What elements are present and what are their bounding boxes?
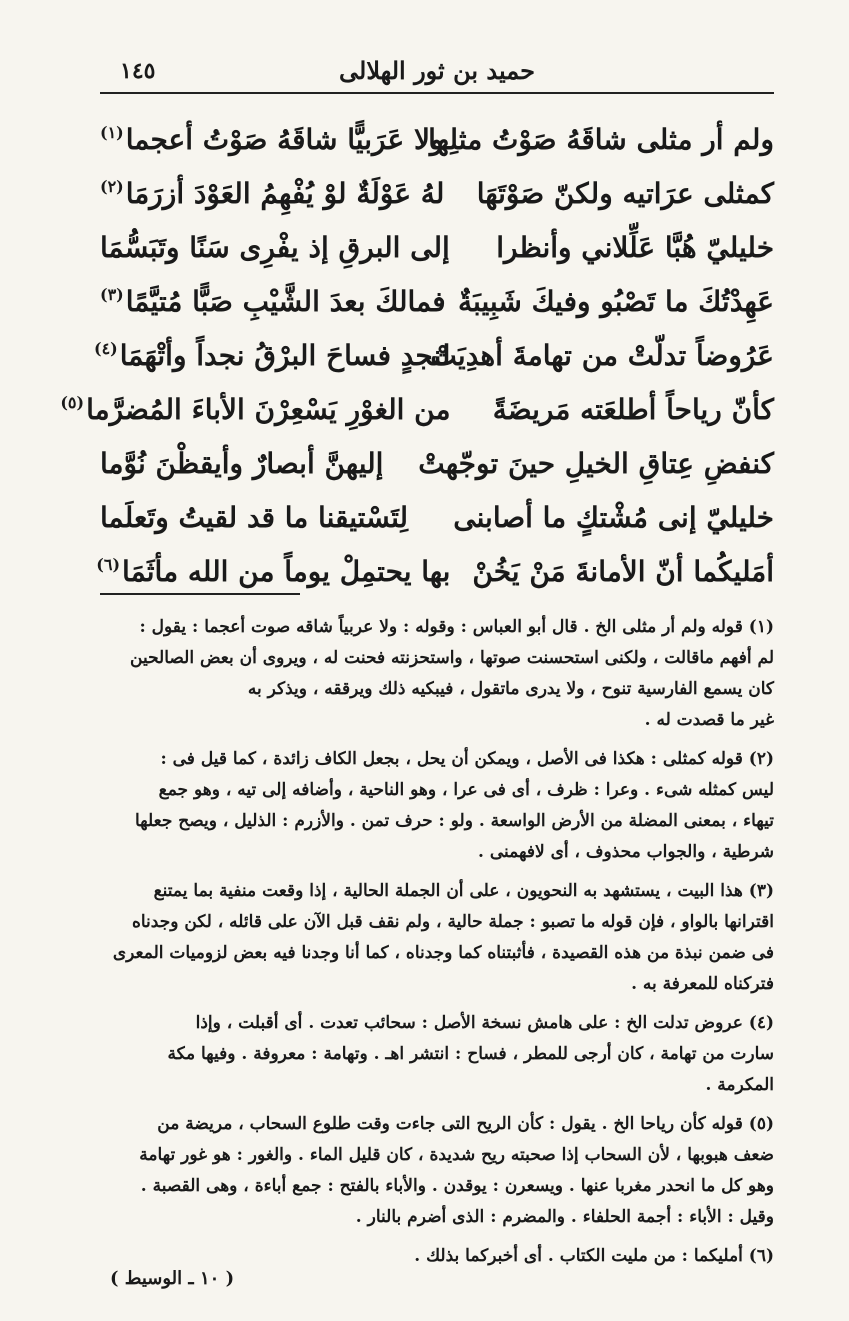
- footnote-line: (١) قوله ولم أر مثلى الخ . قال أبو العباس : وقوله : ولا عربياً شاقه صوت أعجما : يقول :: [139, 617, 774, 637]
- header-rule: [100, 92, 774, 94]
- verse-first-hemistich: عَرُوضاً تدلّتْ من تهامةَ أهدِيَتْ: [430, 338, 774, 372]
- footnote-line: كان يسمع الفارسية تنوح ، ولا يدرى ماتقول ، فيبكيه ذلك ويرققه ، ويذكر به: [247, 679, 774, 699]
- verse-first-hemistich: عَهِدْتُكَ ما تَصْبُو وفيكَ شَبِيبَةٌ: [458, 284, 774, 318]
- running-title: حميد بن ثور الهلالى: [339, 56, 535, 85]
- verse-second-hemistich: [100, 123, 450, 156]
- hemistich-text: ولا عَرَبيًّا شاقَهُ صَوْتُ أعجما: [125, 122, 444, 156]
- footnote: [100, 744, 774, 868]
- verse-line: [94, 328, 774, 382]
- footnote-line: (٤) عروض تدلت الخ : على هامش نسخة الأصل : سحائب تعدت . أى أقبلت ، وإذا: [195, 1013, 774, 1033]
- verse-second-hemistich: [100, 285, 450, 318]
- verse-first-hemistich: كمثلى عرَاتيه ولكنّ صَوْتَهَا: [476, 176, 774, 210]
- footnote-marker: (٦): [96, 555, 121, 575]
- footnote-line: وقيل : الأباء : أجمة الحلفاء . والمضرم : الذى أضرم بالنار .: [355, 1207, 774, 1227]
- verse-first-hemistich: كأنّ رياحاً أطلعَته مَريضَةً: [492, 392, 774, 426]
- footnote-line: لم أفهم ماقالت ، ولكنى استحسنت صوتها ، واستحزنته فحنت له ، ويروى أن بعض الصالحين: [130, 648, 774, 668]
- footnote-line: ضعف هبوبها ، لأن السحاب إذا صحبته ريح شديدة ، كان قليل الماء . والغور : هو غور تهامة: [139, 1145, 774, 1165]
- footnote-line: (٣) هذا البيت ، يستشهد به النحويون ، على أن الجملة الحالية ، إذا وقعت منفية بما يمتنع: [153, 881, 774, 901]
- verse-line: [100, 166, 774, 220]
- verse-first-hemistich: كنفضِ عِتاقِ الخيلِ حينَ توجّهتْ: [418, 446, 774, 480]
- page-number: ١٤٥: [120, 58, 156, 84]
- footnote: [100, 876, 774, 1000]
- verse-line: [96, 544, 774, 598]
- footnote-marker: (١): [100, 123, 124, 143]
- verse-line: [100, 490, 774, 544]
- footnote-line: شرطية ، والجواب محذوف ، أى لافهمنى .: [478, 842, 774, 862]
- footnote-line: غير ما قصدت له .: [644, 710, 774, 730]
- verse-second-hemistich: [94, 338, 451, 372]
- verse-line: [100, 112, 774, 166]
- footnote-line: فى ضمن نبذة من هذه القصيدة ، فأثبتناه كما وجدناه ، كما أنا وجدنا فيه بعض لزوميات المعرى: [112, 943, 774, 963]
- footnote: [100, 612, 774, 736]
- verse-line: [60, 382, 774, 436]
- verse-second-hemistich: [100, 177, 450, 210]
- verse-first-hemistich: ولم أر مثلى شاقَهُ صَوْتُ مثلِها: [428, 122, 774, 156]
- verse-second-hemistich: [100, 231, 450, 264]
- verse-line: [100, 274, 774, 328]
- verse-first-hemistich: خليليّ إنى مُشْتكٍ ما أصابنى: [453, 500, 774, 534]
- hemistich-text: لنجدٍ فساحَ البرْقُ نجداً وأتْهَمَا: [119, 338, 451, 372]
- verse-second-hemistich: [100, 447, 450, 480]
- footnote-line: تيهاء ، بمعنى المضلة من الأرض الواسعة . ولو : حرف تمن . والأزرم : الذليل ، ويصح جعلها: [134, 811, 774, 831]
- verse-second-hemistich: [96, 554, 451, 588]
- hemistich-text: فمالكَ بعدَ الشَّيْبِ صَبًّا مُتيَّمًا: [125, 284, 446, 318]
- footnote-line: ليس كمثله شىء . وعرا : ظرف ، أى فى عرا ، وهو الناحية ، وأضافه إلى تيه ، وهو جمع: [158, 780, 774, 800]
- hemistich-text: إليهنَّ أبصارٌ وأيقظْنَ نُوَّما: [100, 446, 384, 480]
- verse-second-hemistich: [100, 501, 450, 534]
- verse-first-hemistich: أمَليكُما أنّ الأمانةَ مَنْ يَخُنْ: [472, 554, 774, 588]
- footnote-marker: (٣): [100, 285, 124, 305]
- footnote-line: وهو كل ما انحدر مغربا عنها . ويسعرن : يوقدن . والأباء بالفتح : جمع أباءة ، وهى القصبة .: [140, 1176, 774, 1196]
- footnote-line: اقترانها بالواو ، فإن قوله ما تصبو : جملة حالية ، ولم نقف قبل الآن على قائله ، لكن وجدناه: [131, 912, 774, 932]
- footnote-line: (٦) أمليكما : من مليت الكتاب . أى أخبركما بذلك .: [414, 1246, 774, 1266]
- footnote-marker: (٤): [94, 339, 118, 359]
- footnote-line: سارت من تهامة ، كان أرجى للمطر ، فساح : انتشر اهـ . وتهامة : معروفة . وفيها مكة: [167, 1044, 774, 1064]
- page-header: [100, 48, 774, 92]
- footnote: [100, 1008, 774, 1101]
- hemistich-text: بها يحتمِلْ يوماً من الله مأثَمَا: [122, 554, 451, 588]
- footnote-line: (٥) قوله كأن رياحا الخ . يقول : كأن الريح التى جاءت وقت طلوع السحاب ، مريضة من: [157, 1114, 774, 1134]
- verse-first-hemistich: خليليّ هُبَّا عَلِّلاني وأنظرا: [496, 230, 774, 264]
- footnote-separator: [100, 593, 300, 595]
- hemistich-text: من الغوْرِ يَسْعِرْنَ الأباءَ المُضرَّما: [86, 392, 451, 426]
- footnote-marker: (٢): [100, 177, 124, 197]
- verse-line: [100, 436, 774, 490]
- verse-second-hemistich: [60, 392, 451, 426]
- poem-block: [60, 112, 774, 598]
- footnotes: [100, 612, 774, 1280]
- signature-mark: ( ١٠ ـ الوسيط ): [110, 1268, 235, 1289]
- footnote: [100, 1109, 774, 1233]
- hemistich-text: إلى البرقِ إذ يفْرِى سَنًا وتَبَسُّمَا: [100, 230, 450, 264]
- footnote-marker: (٥): [60, 393, 85, 413]
- footnote-line: المكرمة .: [705, 1075, 774, 1095]
- hemistich-text: لِتَسْتيقنا ما قد لقيتُ وتَعلَما: [100, 500, 409, 534]
- footnote-line: (٢) قوله كمثلى : هكذا فى الأصل ، ويمكن أن يحل ، بجعل الكاف زائدة ، كما قيل فى :: [160, 749, 774, 769]
- footnote-line: فتركناه للمعرفة به .: [631, 974, 774, 994]
- hemistich-text: لهُ عَوْلَةٌ لوْ يُفْهِمُ العَوْدَ أزرَمَا: [125, 176, 445, 210]
- verse-line: [100, 220, 774, 274]
